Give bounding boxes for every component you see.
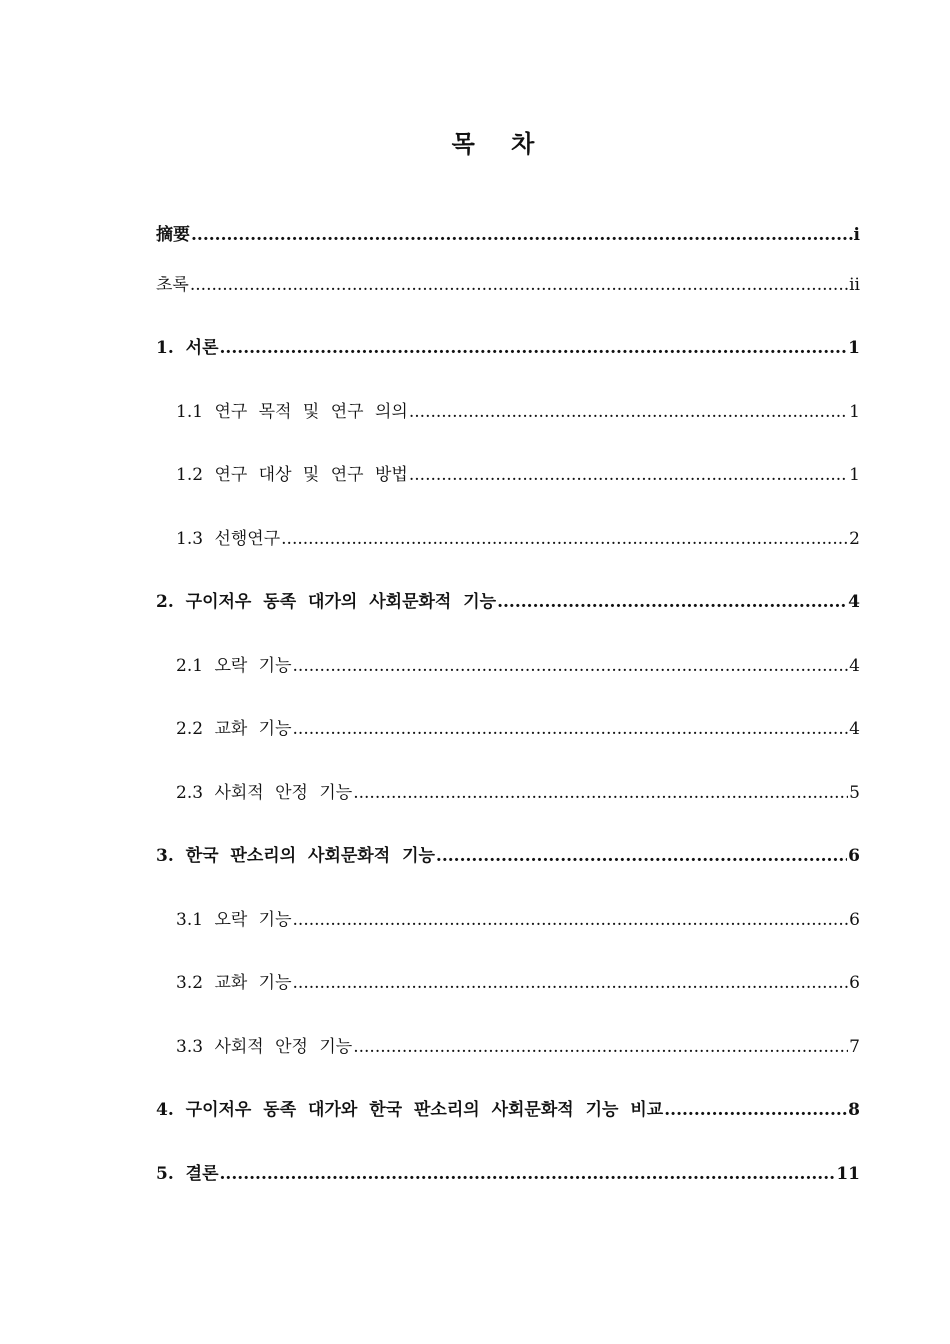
toc-leader-dots: [281, 529, 848, 549]
toc-page-number: 2: [849, 529, 860, 549]
toc-page-number: 6: [848, 846, 860, 866]
toc-leader-dots: [293, 656, 849, 676]
toc-entry-abstract-korean[interactable]: [156, 270, 860, 296]
toc-leader-dots: [436, 846, 847, 866]
toc-entry-section-3-2[interactable]: [176, 968, 860, 994]
toc-entry-chapter-3[interactable]: [156, 841, 860, 867]
toc-leader-dots: [293, 910, 849, 930]
toc-entry-chapter-4[interactable]: [156, 1095, 860, 1121]
toc-entry-chapter-2[interactable]: [156, 587, 860, 613]
toc-entry-section-2-1[interactable]: [176, 651, 860, 677]
toc-entry-label: 2.1 오락 기능: [176, 656, 292, 676]
toc-page-number: 7: [849, 1037, 860, 1057]
toc-page-number: i: [853, 225, 860, 245]
toc-entry-label: 摘要: [156, 225, 190, 245]
toc-entry-section-2-2[interactable]: [176, 714, 860, 740]
toc-leader-dots: [353, 783, 848, 803]
toc-page-number: 8: [848, 1100, 860, 1120]
toc-leader-dots: [664, 1100, 847, 1120]
toc-entry-chapter-1[interactable]: [156, 333, 860, 359]
toc-page-number: ii: [849, 275, 860, 295]
toc-leader-dots: [190, 275, 848, 295]
toc-leader-dots: [293, 719, 849, 739]
toc-entry-label: 3.2 교화 기능: [176, 973, 292, 993]
toc-page-number: 4: [849, 656, 860, 676]
toc-page-number: 4: [848, 592, 860, 612]
toc-entry-label: 3.3 사회적 안정 기능: [176, 1037, 353, 1057]
toc-entry-label: 1. 서론: [156, 338, 219, 358]
toc-entry-label: 4. 구이저우 동족 대가와 한국 판소리의 사회문화적 기능 비교: [156, 1100, 664, 1120]
toc-page-number: 6: [849, 973, 860, 993]
toc-leader-dots: [409, 465, 848, 485]
toc-page-number: 4: [849, 719, 860, 739]
toc-entry-label: 2.2 교화 기능: [176, 719, 292, 739]
toc-entry-chapter-5[interactable]: [156, 1159, 860, 1185]
toc-page-number: 6: [849, 910, 860, 930]
toc-leader-dots: [191, 225, 853, 245]
toc-entry-section-3-3[interactable]: [176, 1032, 860, 1058]
toc-entry-abstract-chinese[interactable]: [156, 220, 860, 246]
toc-page-number: 1: [848, 338, 860, 358]
page-title: 목 차: [451, 130, 549, 158]
toc-entry-section-3-1[interactable]: [176, 905, 860, 931]
toc-page-number: 1: [849, 402, 860, 422]
toc-leader-dots: [220, 1164, 836, 1184]
toc-page-number: 1: [849, 465, 860, 485]
toc-leader-dots: [497, 592, 847, 612]
toc-entry-label: 1.2 연구 대상 및 연구 방법: [176, 465, 408, 485]
toc-entry-label: 5. 결론: [156, 1164, 219, 1184]
toc-entry-label: 3. 한국 판소리의 사회문화적 기능: [156, 846, 435, 866]
toc-entry-section-1-1[interactable]: [176, 397, 860, 423]
toc-entry-section-1-2[interactable]: [176, 460, 860, 486]
toc-leader-dots: [220, 338, 848, 358]
toc-entry-section-1-3[interactable]: [176, 524, 860, 550]
toc-entry-label: 2.3 사회적 안정 기능: [176, 783, 353, 803]
toc-entry-label: 2. 구이저우 동족 대가의 사회문화적 기능: [156, 592, 497, 612]
toc-page-number: 11: [836, 1164, 860, 1184]
toc-entry-label: 초록: [156, 275, 189, 295]
toc-leader-dots: [353, 1037, 848, 1057]
toc-entry-label: 1.3 선행연구: [176, 529, 281, 549]
toc-leader-dots: [293, 973, 849, 993]
toc-entry-section-2-3[interactable]: [176, 778, 860, 804]
toc-entry-label: 1.1 연구 목적 및 연구 의의: [176, 402, 408, 422]
toc-entry-label: 3.1 오락 기능: [176, 910, 292, 930]
toc-page-number: 5: [849, 783, 860, 803]
toc-leader-dots: [409, 402, 848, 422]
